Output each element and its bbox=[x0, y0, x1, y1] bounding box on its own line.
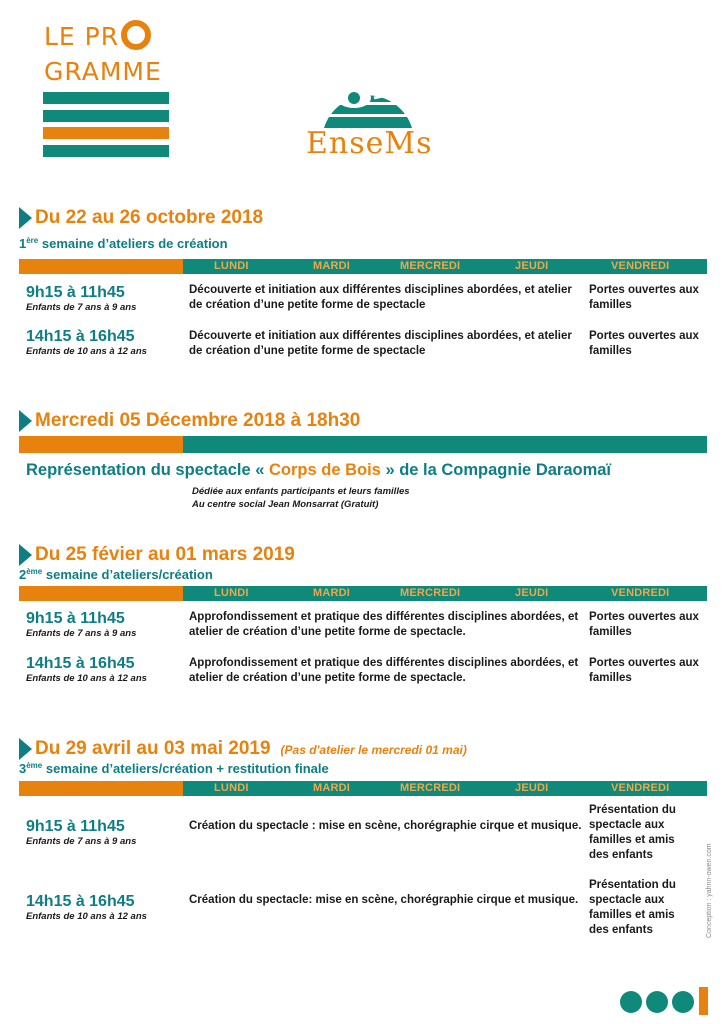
week2-row2-friday: Portes ouvertes aux familles bbox=[589, 657, 699, 684]
day-wednesday: MERCREDI bbox=[400, 587, 461, 599]
week3-title-note: (Pas d'atelier le mercredi 01 mai) bbox=[280, 743, 467, 757]
week3-subtitle: 3ème semaine d’ateliers/création + restitution finale bbox=[19, 761, 329, 776]
day-tuesday: MARDI bbox=[313, 587, 351, 599]
event-note-2: Au centre social Jean Monsarrat (Gratuit) bbox=[192, 499, 379, 510]
logo-line-1: LE PR bbox=[44, 22, 120, 51]
event-note-1: Dédiée aux enfants participants et leurs familles bbox=[192, 486, 410, 497]
week2-row1-time: 9h15 à 11h45 bbox=[26, 610, 125, 627]
week3-row2-friday: Présentation du spectacle aux familles et amis des enfants bbox=[589, 879, 676, 936]
day-tuesday: MARDI bbox=[313, 782, 351, 794]
week1-title: Du 22 au 26 octobre 2018 bbox=[35, 207, 264, 228]
design-credit: Conception : yahnn-owen.com bbox=[706, 843, 713, 938]
week1-row2-time: 14h15 à 16h45 bbox=[26, 328, 135, 345]
show-name: Corps de Bois bbox=[269, 461, 381, 479]
week2-subtitle: 2ème semaine d’ateliers/création bbox=[19, 567, 213, 582]
section-arrow-icon bbox=[19, 544, 32, 566]
week3-row2-age: Enfants de 10 ans à 12 ans bbox=[26, 911, 147, 922]
day-friday: VENDREDI bbox=[611, 782, 670, 794]
week1-row1-friday: Portes ouvertes aux familles bbox=[589, 284, 699, 311]
week2-row1-friday: Portes ouvertes aux familles bbox=[589, 611, 699, 638]
week3-row1-time: 9h15 à 11h45 bbox=[26, 818, 125, 835]
day-thursday: JEUDI bbox=[515, 587, 549, 599]
logo-o-circle bbox=[121, 20, 151, 50]
week2-row2-desc: Approfondissement et pratique des différentes disciplines abordées, et atelier de création d’une petite forme de spectacle. bbox=[189, 657, 579, 684]
day-tuesday: MARDI bbox=[313, 260, 351, 272]
day-monday: LUNDI bbox=[214, 782, 249, 794]
logo-stripe bbox=[43, 110, 169, 122]
day-wednesday: MERCREDI bbox=[400, 260, 461, 272]
week1-row1-age: Enfants de 7 ans à 9 ans bbox=[26, 302, 137, 313]
week2-row1-age: Enfants de 7 ans à 9 ans bbox=[26, 628, 137, 639]
ensems-emblem-icon bbox=[318, 68, 418, 130]
logo-stripe bbox=[43, 127, 169, 139]
logo-stripe bbox=[43, 145, 169, 157]
week2-title: Du 25 févier au 01 mars 2019 bbox=[35, 544, 295, 565]
week1-row1-time: 9h15 à 11h45 bbox=[26, 284, 125, 301]
week3-row1-age: Enfants de 7 ans à 9 ans bbox=[26, 836, 137, 847]
week3-row1-desc: Création du spectacle : mise en scène, chorégraphie cirque et musique. bbox=[189, 820, 582, 832]
brand-name: EnseMs bbox=[306, 126, 433, 161]
logo-line-2: GRAMME bbox=[44, 57, 162, 86]
day-monday: LUNDI bbox=[214, 260, 249, 272]
section-arrow-icon bbox=[19, 738, 32, 760]
day-friday: VENDREDI bbox=[611, 587, 670, 599]
footer-orange-bar bbox=[699, 987, 708, 1015]
logo-stripe bbox=[43, 92, 169, 104]
week1-row1-desc: Découverte et initiation aux différentes disciplines abordées, et atelier de création d’une petite forme de spectacle bbox=[189, 284, 572, 311]
week1-row2-desc: Découverte et initiation aux différentes disciplines abordées, et atelier de création d’une petite forme de spectacle bbox=[189, 330, 572, 357]
week1-row2-age: Enfants de 10 ans à 12 ans bbox=[26, 346, 147, 357]
week3-title: Du 29 avril au 03 mai 2019 (Pas d'atelier le mercredi 01 mai) bbox=[35, 738, 467, 759]
week1-day-bar bbox=[19, 259, 707, 274]
week2-row2-age: Enfants de 10 ans à 12 ans bbox=[26, 673, 147, 684]
week2-row1-desc: Approfondissement et pratique des différentes disciplines abordées, et atelier de création d’une petite forme de spectacle. bbox=[189, 611, 579, 638]
event-title: Mercredi 05 Décembre 2018 à 18h30 bbox=[35, 410, 361, 431]
section-arrow-icon bbox=[19, 207, 32, 229]
week3-row2-desc: Création du spectacle: mise en scène, chorégraphie cirque et musique. bbox=[189, 894, 579, 906]
week2-day-bar bbox=[19, 586, 707, 601]
day-thursday: JEUDI bbox=[515, 260, 549, 272]
section-arrow-icon bbox=[19, 410, 32, 432]
footer-dot bbox=[620, 991, 642, 1013]
week2-row2-time: 14h15 à 16h45 bbox=[26, 655, 135, 672]
logo-wordmark bbox=[44, 20, 151, 51]
day-wednesday: MERCREDI bbox=[400, 782, 461, 794]
week3-row2-time: 14h15 à 16h45 bbox=[26, 893, 135, 910]
footer-dot bbox=[646, 991, 668, 1013]
day-monday: LUNDI bbox=[214, 587, 249, 599]
week1-subtitle: 1ère semaine d’ateliers de création bbox=[19, 236, 228, 251]
event-show-line: Représentation du spectacle « Corps de Bois » de la Compagnie Daraomaï bbox=[26, 461, 612, 479]
week3-row1-friday: Présentation du spectacle aux familles et amis des enfants bbox=[589, 804, 676, 861]
day-thursday: JEUDI bbox=[515, 782, 549, 794]
week1-row2-friday: Portes ouvertes aux familles bbox=[589, 330, 699, 357]
event-bar bbox=[19, 436, 707, 453]
footer-dot bbox=[672, 991, 694, 1013]
day-friday: VENDREDI bbox=[611, 260, 670, 272]
week3-day-bar bbox=[19, 781, 707, 796]
